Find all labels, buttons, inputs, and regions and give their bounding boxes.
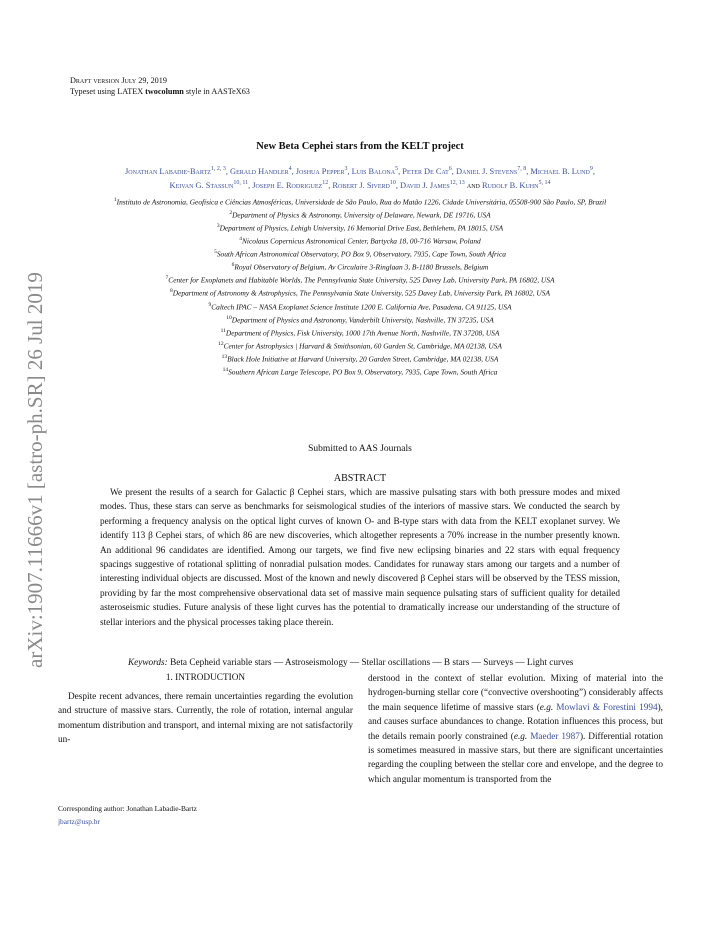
typeset-suffix: style in AASTeX63 <box>183 86 250 96</box>
intro-right-text-1: derstood in the context of stellar evolution. Mixing of material into the hydrogen-burning stellar core (“convective overshooting”) considerably affects the main sequence lifetime of massive stars ( <box>368 674 663 713</box>
citation-link-mowlavi[interactable]: Mowlavi & Forestini 1994 <box>556 702 658 713</box>
latex-logo: LATEX <box>117 86 144 96</box>
abstract-heading: ABSTRACT <box>333 473 387 484</box>
paper-title: New Beta Cephei stars from the KELT project <box>256 141 464 152</box>
intro-right-text-2: ), and causes surface abundances to change. Rotation influences this process, but the details remain poorly constrained ( <box>368 702 663 742</box>
author-name: Michael B. Lund <box>530 166 590 176</box>
author-affiliation-marker: 5, 14 <box>538 179 551 186</box>
author-affiliation-marker: 12 <box>322 179 329 186</box>
affiliation-text: Department of Physics, Lehigh University, 16 Memorial Drive East, Bethlehem, PA 18015, USA <box>219 223 504 233</box>
author-name: Peter De Cat <box>402 166 449 176</box>
affiliation-item <box>58 273 662 286</box>
intro-right-text-3: ). Differential rotation is sometimes measured in massive stars, but there are significant uncertainties regarding the coupling between the stellar core and envelope, and the degree to which angular momentum is transported from the <box>368 731 664 785</box>
corresponding-author-footnote <box>58 803 197 828</box>
affiliation-number: 13 <box>221 353 228 360</box>
intro-paragraph-left: Despite recent advances, there remain uncertainties regarding the evolution and structure of massive stars. Currently, the role of rotation, internal angular momentum distribution and transport, and internal mixing are not satisfactorily un- <box>58 692 353 746</box>
arxiv-identifier: arXiv:1907.11666v1 [astro-ph.SR] 26 Jul 2019 <box>23 272 47 668</box>
affiliation-text: Royal Observatory of Belgium, Av Circulaire 3-Ringlaan 3, B-1180 Brussels, Belgium <box>234 262 489 272</box>
author-affiliation-marker: 9 <box>589 166 593 172</box>
section-heading-introduction: 1. INTRODUCTION <box>165 673 246 683</box>
keywords-line <box>128 656 623 670</box>
affiliation-text: Instituto de Astronomia, Geofísica e Ciências Atmosféricas, Universidade de São Paulo, Rua do Matão 1226, Cidade Universitária, 05508-900 São Paulo, SP, Brazil <box>116 197 607 207</box>
corresponding-email-link[interactable]: jbartz@usp.br <box>58 816 100 826</box>
author-name: Luis Balona <box>351 166 396 176</box>
affiliation-number: 4 <box>239 236 242 243</box>
author-list: Jonathan Labadie-Bartz$^{1, 2, 3}$, Gerald Handler$^4$, Joshua Pepper$^3$, Luis Balona$^5$, Peter De Cat$^6$, Daniel J. Stevens$^{7, 8}$, Michael B. Lund$^9$, Keivan G. Stassun$^{10, 11}$, Joseph E. Rodriguez$^{12}$, Robert J. Siverd$^{10}$, David J. James$^{12, 13}$ and Rudolf B. Kuhn$^{5, 14}$ <box>125 166 595 190</box>
author-name: Rudolf B. Kuhn <box>481 180 539 190</box>
intro-right-eg-1: e.g. <box>539 702 554 713</box>
affiliation-text: Center for Astrophysics | Harvard & Smithsonian, 60 Garden St, Cambridge, MA 02138, USA <box>223 341 502 351</box>
affiliation-number: 7 <box>165 275 169 282</box>
author-name: David J. James <box>400 180 450 190</box>
citation-link-maeder[interactable]: Maeder 1987 <box>530 731 580 742</box>
affiliation-text: Department of Physics & Astronomy, University of Delaware, Newark, DE 19716, USA <box>232 210 491 220</box>
author-name: Gerald Handler <box>230 166 289 176</box>
arxiv-sidebar-stamp <box>6 240 54 670</box>
intro-paragraph-right <box>368 672 663 787</box>
affiliation-item <box>58 208 662 221</box>
affiliation-text: Center for Exoplanets and Habitable Worlds, The Pennsylvania State University, 525 Davey Lab, University Park, PA 16802, USA <box>168 275 555 285</box>
affiliation-item <box>58 234 662 247</box>
author-affiliation-marker: 4 <box>288 166 292 172</box>
affiliation-list <box>58 195 662 378</box>
affiliation-item <box>58 365 662 378</box>
affiliation-text: Southern African Large Telescope, PO Box 9, Observatory, 7935, Cape Town, South Africa <box>228 367 498 377</box>
author-affiliation-marker: 10, 11 <box>233 179 249 186</box>
affiliation-text: South African Astronomical Observatory, PO Box 9, Observatory, 7935, Cape Town, South Africa <box>216 249 506 259</box>
affiliation-text: Department of Astronomy & Astrophysics, The Pennsylvania State University, 525 Davey Lab, University Park, PA 16802, USA <box>172 288 550 298</box>
affiliation-number: 9 <box>208 301 212 308</box>
affiliation-item <box>58 339 662 352</box>
affiliation-text: Black Hole Initiative at Harvard University, 20 Garden Street, Cambridge, MA 02138, USA <box>227 354 499 364</box>
author-affiliation-marker: 5 <box>395 166 399 172</box>
author-affiliation-marker: 1, 2, 3 <box>210 166 226 172</box>
affiliation-number: 6 <box>231 262 235 269</box>
affiliation-item <box>58 300 662 313</box>
affiliation-item <box>58 352 662 365</box>
affiliation-number: 1 <box>113 197 117 203</box>
draft-header <box>70 76 250 97</box>
author-affiliation-marker: 12, 13 <box>449 179 465 186</box>
affiliation-number: 14 <box>222 366 229 373</box>
author-name: Joshua Pepper <box>295 166 345 176</box>
keywords <box>128 656 623 670</box>
author-and: and <box>466 180 480 190</box>
affiliation-text: Nicolaus Copernicus Astronomical Center, Bartycka 18, 00-716 Warsaw, Poland <box>242 236 481 246</box>
typeset-style-name: twocolumn <box>145 86 184 96</box>
author-affiliation-marker: 6 <box>448 166 452 172</box>
draft-version-line: Draft version July 29, 2019 <box>70 76 167 85</box>
author-affiliation-marker: 7, 8 <box>517 166 527 172</box>
affiliation-item <box>58 195 662 208</box>
author-affiliation-marker: 3 <box>344 166 348 172</box>
intro-right-eg-2: e.g. <box>513 731 528 742</box>
typeset-prefix: Typeset using <box>70 86 118 96</box>
author-name: Daniel J. Stevens <box>455 166 518 176</box>
affiliation-text: Department of Physics and Astronomy, Vanderbilt University, Nashville, TN 37235, USA <box>231 315 494 325</box>
affiliation-text: Caltech IPAC – NASA Exoplanet Science Institute 1200 E. California Ave, Pasadena, CA 91125, USA <box>211 301 512 311</box>
affiliation-number: 3 <box>216 223 220 230</box>
affiliation-text: Department of Physics, Fisk University, 1000 17th Avenue North, Nashville, TN 37208, USA <box>225 328 500 338</box>
author-name: Robert J. Siverd <box>332 180 390 190</box>
affiliation-number: 2 <box>229 210 233 217</box>
affiliation-number: 5 <box>214 249 217 256</box>
affiliation-item <box>58 221 662 234</box>
affiliation-item <box>58 260 662 273</box>
author-name: Jonathan Labadie-Bartz <box>125 166 211 176</box>
affiliation-item <box>58 286 662 299</box>
typeset-line <box>70 87 250 98</box>
affiliation-number: 12 <box>218 340 224 347</box>
corresponding-author: Corresponding author: Jonathan Labadie-Bartz <box>58 804 197 813</box>
author-affiliation-marker: 10 <box>389 179 396 186</box>
author-name: Joseph E. Rodriguez <box>252 180 323 190</box>
affiliation-number: 8 <box>170 288 173 295</box>
affiliation-item <box>58 326 662 339</box>
keywords-label: Keywords: <box>128 658 168 668</box>
submission-note: Submitted to AAS Journals <box>308 444 412 454</box>
author-name: Keivan G. Stassun <box>169 180 234 190</box>
abstract-text: We present the results of a search for Galactic β Cephei stars, which are massive pulsating stars with both pressure modes and mixed modes. Thus, these stars can serve as benchmarks for seismological studies of the interiors of massive stars. We conducted the search by performing a frequency analysis on the optical light curves of known O- and B-type stars with data from the KELT exoplanet survey. We identify 113 β Cephei stars, of which 86 are new discoveries, which altogether represents a 70% increase in the number presently known. An additional 96 candidates are identified. Among our targets, we find five new eclipsing binaries and 22 stars with equal frequency spacings suggestive of rotational splitting of nonradial pulsation modes. Candidates for runaway stars among our targets and a number of interesting individual objects are discussed. Most of the known and newly discovered β Cephei stars will be observed by the TESS mission, providing by far the most comprehensive observational data set of massive main sequence pulsating stars of sufficient quality for detailed asteroseismic studies. Future analysis of these light curves has the potential to dramatically increase our understanding of the structure of stellar interiors and the physical processes taking place therein. <box>100 488 620 628</box>
affiliation-item <box>58 247 662 260</box>
affiliation-number: 10 <box>226 314 232 321</box>
keywords-list: Beta Cepheid variable stars — Astroseismology — Stellar oscillations — B stars — Surveys — Light curves <box>170 658 574 668</box>
affiliation-item <box>58 313 662 326</box>
affiliation-number: 11 <box>220 327 226 334</box>
